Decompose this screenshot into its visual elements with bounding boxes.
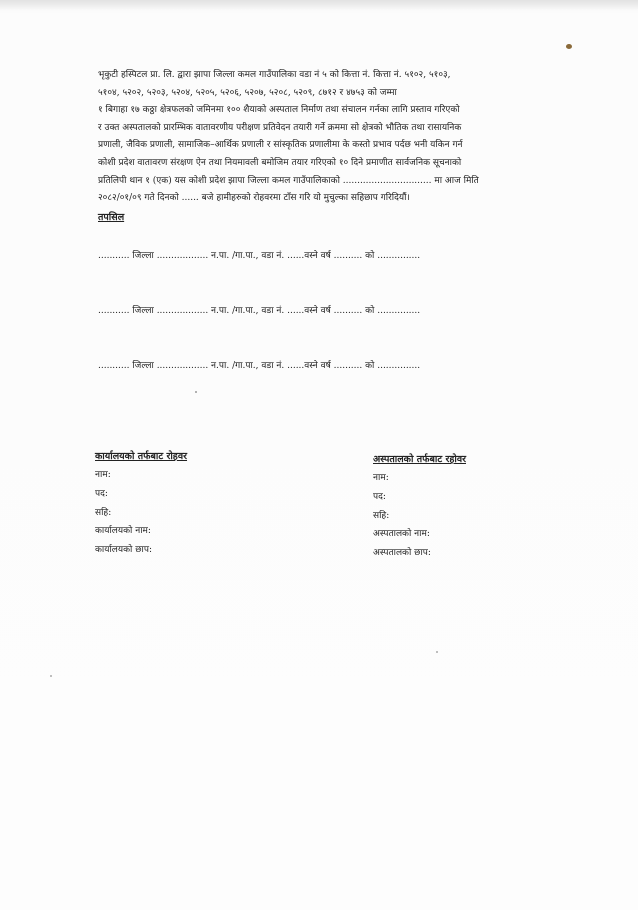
scan-speck <box>50 675 52 677</box>
scan-speck <box>566 44 572 49</box>
scan-speck <box>436 651 438 653</box>
office-name-field: नाम: <box>95 470 111 480</box>
paragraph-line: कोशी प्रदेश वातावरण संरक्षण ऐन तथा नियमावली बमोजिम तयार गरिएको १० दिने प्रमाणीत सार्वजनिक सूचनाको <box>98 157 462 168</box>
paragraph-line: २०८२/०१/०९ गते दिनको ...... बजे हामीहरुको रोहवरमा टाँस गरि यो मुचुल्का सहिछाप गरिदियौं। <box>98 193 410 204</box>
paragraph-line: प्रतिलिपी थान १ (एक) यस कोशी प्रदेश झापा जिल्ला कमल गाउँपालिकाको ............................... मा आज मिति <box>98 175 479 186</box>
paragraph-line: र उक्त अस्पतालको प्रारम्भिक वातावरणीय परीक्षण प्रतिवेदन तयारी गर्ने क्रममा सो क्षेत्रको भौतिक तथा रासायनिक <box>98 122 462 133</box>
hospital-signature-field: सहि: <box>373 511 390 521</box>
office-witness-heading: कार्यालयको तर्फबाट रोहवर <box>95 451 188 462</box>
hospital-stamp-field: अस्पतालको छाप: <box>373 548 431 558</box>
office-org-name-field: कार्यालयको नाम: <box>95 526 151 536</box>
details-heading: तपसिल <box>98 212 125 223</box>
paragraph-line: प्रणाली, जैविक प्रणाली, सामाजिक–आर्थिक प्रणाली र सांस्कृतिक प्रणालीमा के कस्तो प्रभाव पर्दछ भनी यकिन गर्न <box>98 140 463 151</box>
office-post-field: पद: <box>95 489 108 499</box>
paragraph-line: ५१०४, ५२०२, ५२०३, ५२०४, ५२०५, ५२०६, ५२०७, ५२०८, ५२०९, ८७१२ र ४७५३ को जम्मा <box>98 87 397 98</box>
detail-row: ........... जिल्ला .................. न.पा. /गा.पा., वडा नं. ......वस्ने वर्ष .......... को ............... <box>98 361 421 371</box>
office-signature-field: सहि: <box>95 508 112 518</box>
hospital-org-name-field: अस्पतालको नाम: <box>373 529 430 539</box>
hospital-witness-heading: अस्पतालको तर्फबाट रहोवर <box>373 454 467 465</box>
scan-top-shadow <box>0 0 638 10</box>
paragraph-line: १ बिगाहा १७ कठ्ठा क्षेत्रफलको जमिनमा १०० शैयाको अस्पताल निर्माण तथा संचालन गर्नका लागि प्रस्ताव गरिएको <box>98 105 460 116</box>
detail-row: ........... जिल्ला .................. न.पा. /गा.पा., वडा नं. ......वस्ने वर्ष .......... को ............... <box>98 306 421 316</box>
office-stamp-field: कार्यालयको छाप: <box>95 545 153 555</box>
hospital-post-field: पद: <box>373 492 386 502</box>
notice-paragraph <box>98 67 558 208</box>
paragraph-line: भृकुटी हस्पिटल प्रा. लि. द्वारा झापा जिल्ला कमल गाउँपालिका वडा नं ५ को कित्ता नं. कित्ता नं. ५१०२, ५१०३, <box>98 70 451 80</box>
hospital-name-field: नाम: <box>373 473 389 483</box>
detail-row: ........... जिल्ला .................. न.पा. /गा.पा., वडा नं. ......वस्ने वर्ष .......... को ............... <box>98 251 421 261</box>
scan-speck <box>195 391 197 393</box>
